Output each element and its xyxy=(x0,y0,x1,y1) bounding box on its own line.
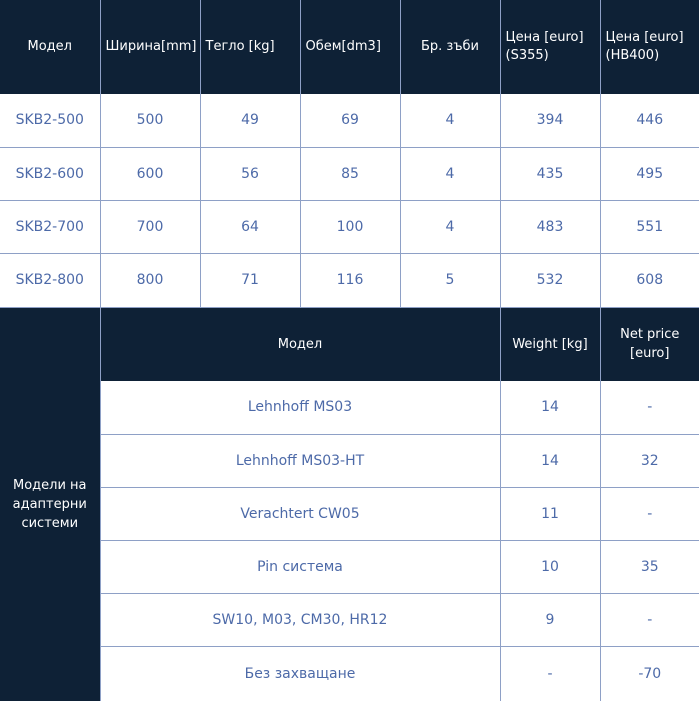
cell-price-s355: 532 xyxy=(500,253,600,307)
table-row xyxy=(0,94,699,147)
adapter-weight: 14 xyxy=(500,381,600,435)
cell-model: SKB2-600 xyxy=(0,147,100,200)
adapter-model: SW10, M03, CM30, HR12 xyxy=(100,594,500,647)
adapter-price: 32 xyxy=(600,435,699,488)
cell-width: 600 xyxy=(100,147,200,200)
cell-teeth: 4 xyxy=(400,147,500,200)
cell-model: SKB2-500 xyxy=(0,94,100,147)
header-teeth: Бр. зъби xyxy=(400,0,500,94)
cell-price-hb400: 608 xyxy=(600,253,699,307)
cell-teeth: 4 xyxy=(400,94,500,147)
cell-width: 800 xyxy=(100,253,200,307)
cell-price-hb400: 495 xyxy=(600,147,699,200)
adapter-model: Lehnhoff MS03-HT xyxy=(100,435,500,488)
cell-model: SKB2-800 xyxy=(0,253,100,307)
cell-weight: 49 xyxy=(200,94,300,147)
header-model: Модел xyxy=(0,0,100,94)
cell-width: 500 xyxy=(100,94,200,147)
list-item xyxy=(0,594,699,647)
cell-price-s355: 483 xyxy=(500,200,600,253)
top-header-row xyxy=(0,0,699,94)
cell-weight: 71 xyxy=(200,253,300,307)
adapter-systems-label: Модели на адаптерни системи xyxy=(0,308,100,701)
adapter-price: - xyxy=(600,488,699,541)
adapter-price: 35 xyxy=(600,541,699,594)
adapter-price: - xyxy=(600,594,699,647)
table-row xyxy=(0,147,699,200)
cell-volume: 100 xyxy=(300,200,400,253)
cell-price-hb400: 446 xyxy=(600,94,699,147)
table-row xyxy=(0,253,699,307)
cell-teeth: 4 xyxy=(400,200,500,253)
adapter-header-model: Модел xyxy=(100,308,500,381)
cell-price-hb400: 551 xyxy=(600,200,699,253)
adapter-model: Lehnhoff MS03 xyxy=(100,381,500,435)
cell-teeth: 5 xyxy=(400,253,500,307)
adapter-weight: 14 xyxy=(500,435,600,488)
adapter-model: Без захващане xyxy=(100,647,500,701)
list-item xyxy=(0,488,699,541)
adapter-header-price: Net price [euro] xyxy=(600,308,699,381)
adapter-weight: 11 xyxy=(500,488,600,541)
adapter-model: Pin система xyxy=(100,541,500,594)
cell-volume: 116 xyxy=(300,253,400,307)
cell-weight: 64 xyxy=(200,200,300,253)
header-width: Ширина[mm] xyxy=(100,0,200,94)
adapter-price: -70 xyxy=(638,665,662,682)
header-price-s355: Цена [euro] (S355) xyxy=(500,0,600,94)
cell-price-s355: 394 xyxy=(500,94,600,147)
header-price-hb400: Цена [euro] (HB400) xyxy=(600,0,699,94)
adapter-systems-table xyxy=(0,308,699,701)
header-volume: Обем[dm3] xyxy=(300,0,400,94)
cell-weight: 56 xyxy=(200,147,300,200)
cell-width: 700 xyxy=(100,200,200,253)
adapter-weight: 9 xyxy=(500,594,600,647)
cell-volume: 69 xyxy=(300,94,400,147)
adapter-weight: - xyxy=(500,647,600,701)
list-item xyxy=(0,647,699,701)
cell-volume: 85 xyxy=(300,147,400,200)
adapter-model: Verachtert CW05 xyxy=(100,488,500,541)
adapter-weight: 10 xyxy=(500,541,600,594)
cell-model: SKB2-700 xyxy=(0,200,100,253)
list-item xyxy=(0,541,699,594)
cell-price-s355: 435 xyxy=(500,147,600,200)
adapter-header-row xyxy=(0,308,699,381)
header-weight: Тегло [kg] xyxy=(200,0,300,94)
list-item xyxy=(0,381,699,435)
adapter-header-weight: Weight [kg] xyxy=(500,308,600,381)
adapter-price: - xyxy=(600,381,699,435)
list-item xyxy=(0,435,699,488)
bucket-price-table xyxy=(0,0,699,308)
table-row xyxy=(0,200,699,253)
